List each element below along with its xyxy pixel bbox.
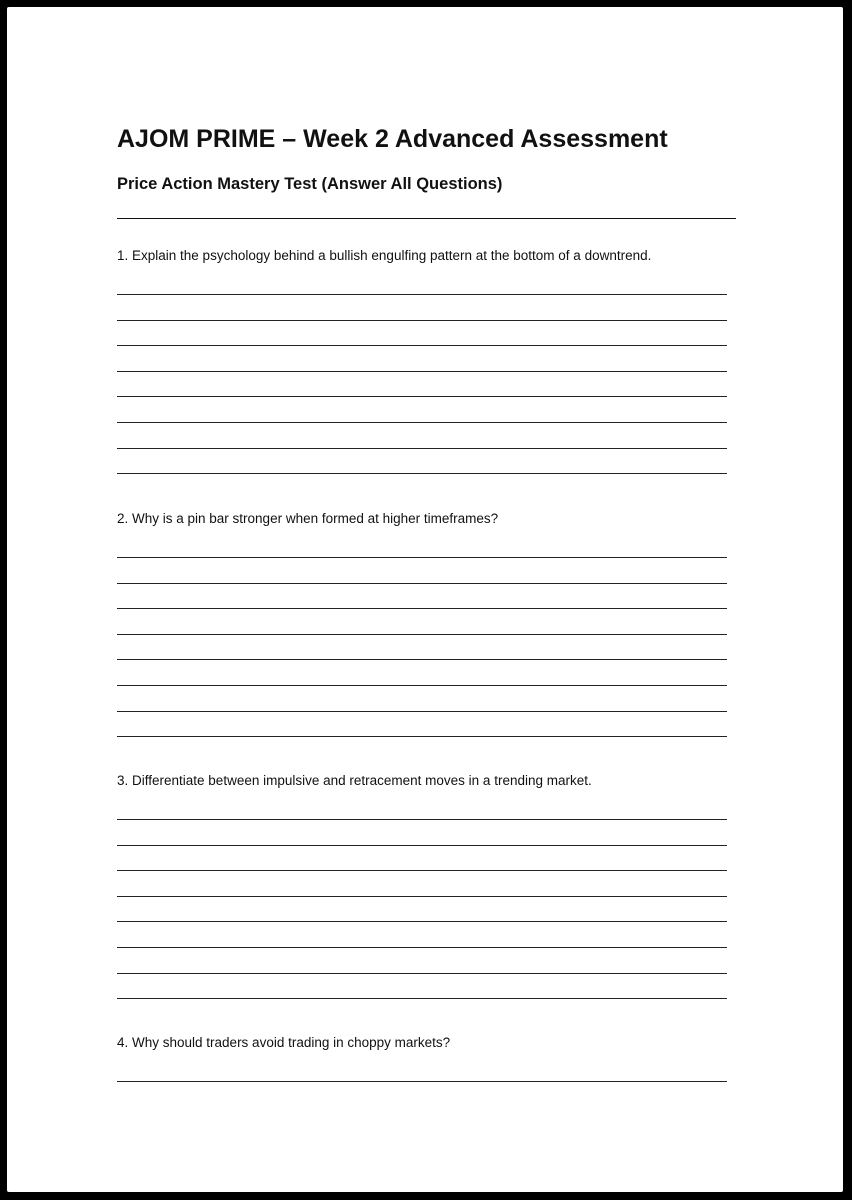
answer-line [117,473,727,474]
answer-line [117,736,727,737]
question-4-text: 4. Why should traders avoid trading in choppy markets? [117,1035,451,1050]
question-2-text: 2. Why is a pin bar stronger when formed at higher timeframes? [117,511,499,526]
answer-line [117,448,727,449]
answer-line [117,685,727,686]
answer-line [117,819,727,820]
question-1-text: 1. Explain the psychology behind a bullish engulfing pattern at the bottom of a downtrend. [117,248,652,263]
question-3 [117,773,757,789]
question-2 [117,511,757,527]
answer-line [117,711,727,712]
answer-line [117,320,727,321]
answer-line [117,634,727,635]
page-subtitle: Price Action Mastery Test (Answer All Questions) [117,175,503,193]
answer-line [117,608,727,609]
answer-line [117,973,727,974]
answer-line [117,1081,727,1082]
worksheet-page [7,7,843,1192]
answer-line [117,371,727,372]
page-title: AJOM PRIME – Week 2 Advanced Assessment [117,125,668,153]
answer-line [117,422,727,423]
answer-line [117,583,727,584]
answer-line [117,998,727,999]
answer-line [117,557,727,558]
answer-line [117,896,727,897]
answer-line [117,294,727,295]
answer-line [117,845,727,846]
answer-line [117,870,727,871]
answer-line [117,659,727,660]
answer-line [117,345,727,346]
question-1 [117,248,757,264]
answer-line [117,947,727,948]
header-divider [117,218,736,219]
answer-line [117,396,727,397]
answer-line [117,921,727,922]
question-4 [117,1035,757,1051]
question-3-text: 3. Differentiate between impulsive and retracement moves in a trending market. [117,773,592,788]
